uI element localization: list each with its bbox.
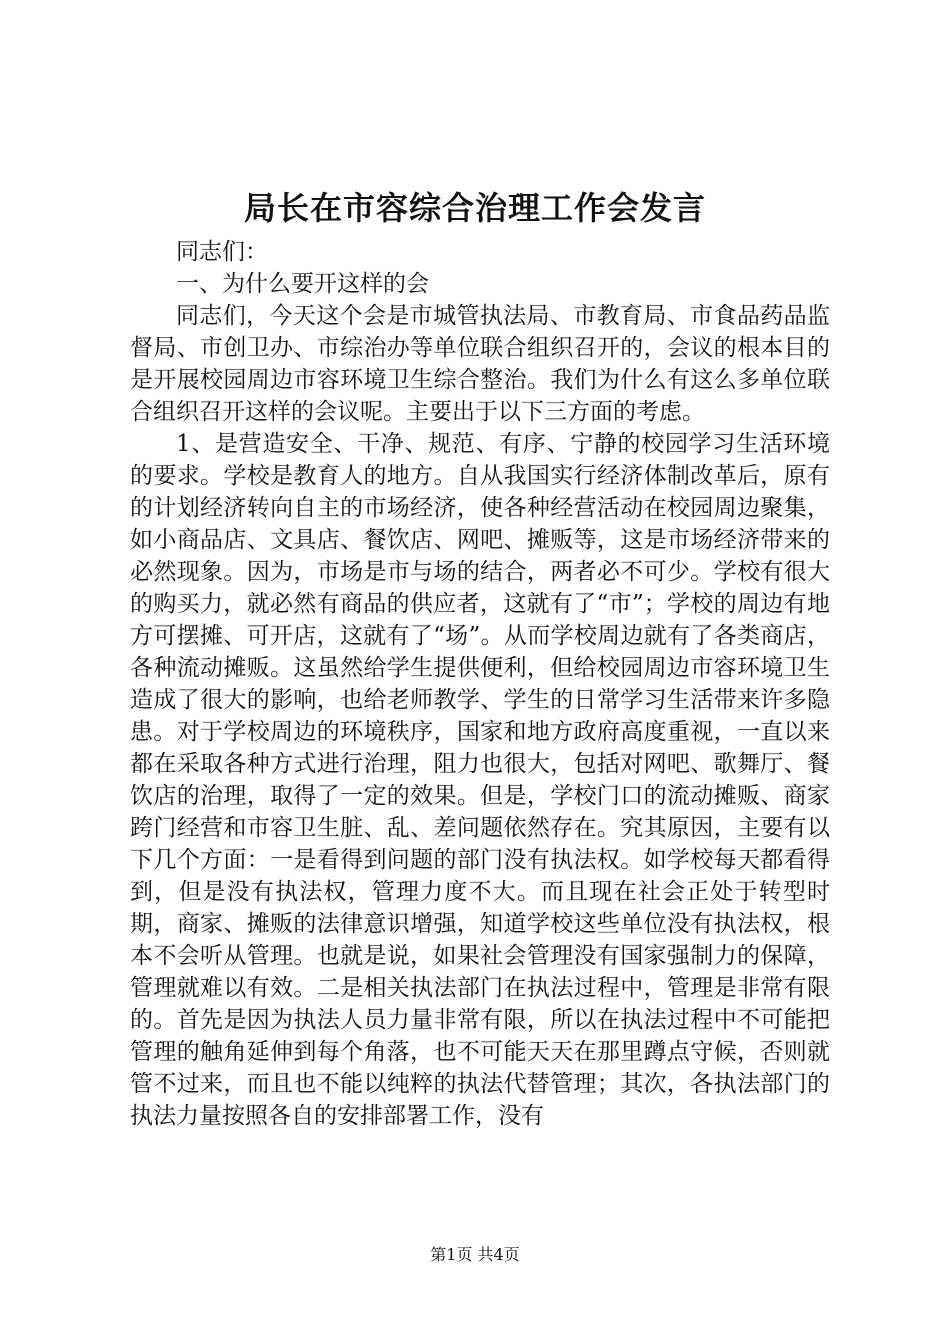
section-heading: 一、为什么要开这样的会 bbox=[176, 271, 429, 297]
paragraph-point-1: 1、是营造安全、干净、规范、有序、宁静的校园学习生活环境的要求。学校是教育人的地方。自从我国实行经济体制改革后，原有的计划经济转向自主的市场经济，使各种经营活动在校园周边聚集，如小商品店、文具店、餐饮店、网吧、摊贩等，这是市场经济带来的必然现象。因为，市场是市与场的结合，两者必不可少。学校有很大的购买力，就必然有商品的供应者，这就有了“市”；学校的周边有地方可摆摊、可开店，这就有了“场”。从而学校周边就有了各类商店，各种流动摊贩。这虽然给学生提供便利，但给校园周边市容环境卫生造成了很大的影响，也给老师教学、学生的日常学习生活带来许多隐患。对于学校周边的环境秩序，国家和地方政府高度重视，一直以来都在采取各种方式进行治理，阻力也很大，包括对网吧、歌舞厅、餐饮店的治理，取得了一定的效果。但是，学校门口的流动摊贩、商家跨门经营和市容卫生脏、乱、差问题依然存在。究其原因，主要有以下几个方面：一是看得到问题的部门没有执法权。如学校每天都看得到，但是没有执法权，管理力度不大。而且现在社会正处于转型时期，商家、摊贩的法律意识增强，知道学校这些单位没有执法权，根本不会听从管理。也就是说，如果社会管理没有国家强制力的保障，管理就难以有效。二是相关执法部门在执法过程中，管理是非常有限的。首先是因为执法人员力量非常有限，所以在执法过程中不可能把管理的触角延伸到每个角落，也不可能天天在那里蹲点守候，否则就管不过来，而且也不能以纯粹的执法代替管理；其次，各执法部门的执法力量按照各自的安排部署工作，没有 bbox=[130, 431, 830, 1129]
document-body bbox=[130, 236, 830, 1132]
document-title: 局长在市容综合治理工作会发言 bbox=[243, 189, 706, 227]
page-footer: 第1页 共4页 bbox=[430, 1245, 520, 1264]
paragraph-intro: 同志们，今天这个会是市城管执法局、市教育局、市食品药品监督局、市创卫办、市综治办等单位联合组织召开的，会议的根本目的是开展校园周边市容环境卫生综合整治。我们为什么有这么多单位联合组织召开这样的会议呢。主要出于以下三方面的考虑。 bbox=[130, 303, 830, 425]
greeting: 同志们： bbox=[176, 239, 268, 265]
